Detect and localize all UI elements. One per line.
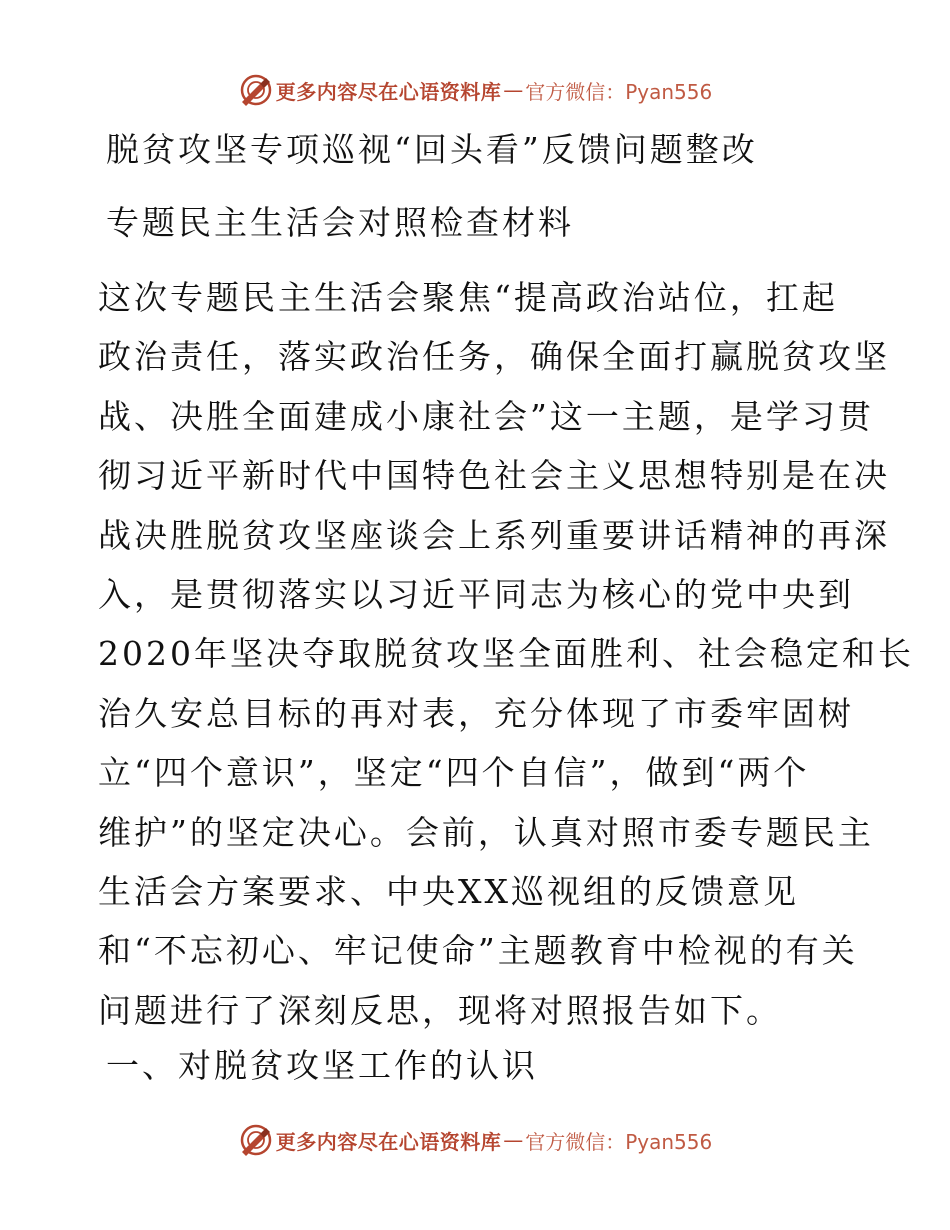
body-paragraph: [98, 268, 914, 1040]
body-line: 入，是贯彻落实以习近平同志为核心的党中央到: [98, 574, 854, 614]
body-line: 生活会方案要求、中央XX巡视组的反馈意见: [98, 871, 799, 911]
banner-dash: —: [503, 1128, 524, 1152]
pen-logo-icon: [238, 1122, 274, 1158]
document-title-line1: 脱贫攻坚专项巡视“回头看”反馈问题整改: [106, 130, 758, 169]
body-line: 维护”的坚定决心。会前，认真对照市委专题民主: [98, 812, 874, 852]
banner-wechat: 官方微信：Pyan556: [525, 1129, 713, 1154]
banner-text: 更多内容尽在心语资料库: [275, 1129, 502, 1154]
section-heading: 一、对脱贫攻坚工作的认识: [106, 1046, 538, 1085]
body-line: 2020年坚决夺取脱贫攻坚全面胜利、社会稳定和长: [98, 634, 914, 674]
banner-text: 更多内容尽在心语资料库: [275, 79, 502, 104]
body-line: 和“不忘初心、牢记使命”主题教育中检视的有关: [98, 931, 858, 971]
footer-banner: [0, 1120, 950, 1160]
header-banner: [0, 70, 950, 110]
body-line: 这次专题民主生活会聚焦“提高政治站位，扛起: [98, 278, 838, 317]
body-line: 战决胜脱贫攻坚座谈会上系列重要讲话精神的再深: [98, 515, 890, 555]
body-line: 立“四个意识”，坚定“四个自信”，做到“两个: [98, 753, 810, 793]
body-line: 彻习近平新时代中国特色社会主义思想特别是在决: [98, 456, 890, 496]
pen-logo-icon: [238, 72, 274, 108]
body-line: 战、决胜全面建成小康社会”这一主题，是学习贯: [98, 396, 874, 436]
body-line: 问题进行了深刻反思，现将对照报告如下。: [98, 990, 782, 1030]
banner-wechat: 官方微信：Pyan556: [525, 79, 713, 104]
document-title-line2: 专题民主生活会对照检查材料: [106, 203, 574, 242]
body-line: 政治责任，落实政治任务，确保全面打赢脱贫攻坚: [98, 337, 890, 377]
banner-dash: —: [503, 78, 524, 102]
body-line: 治久安总目标的再对表，充分体现了市委牢固树: [98, 693, 854, 733]
